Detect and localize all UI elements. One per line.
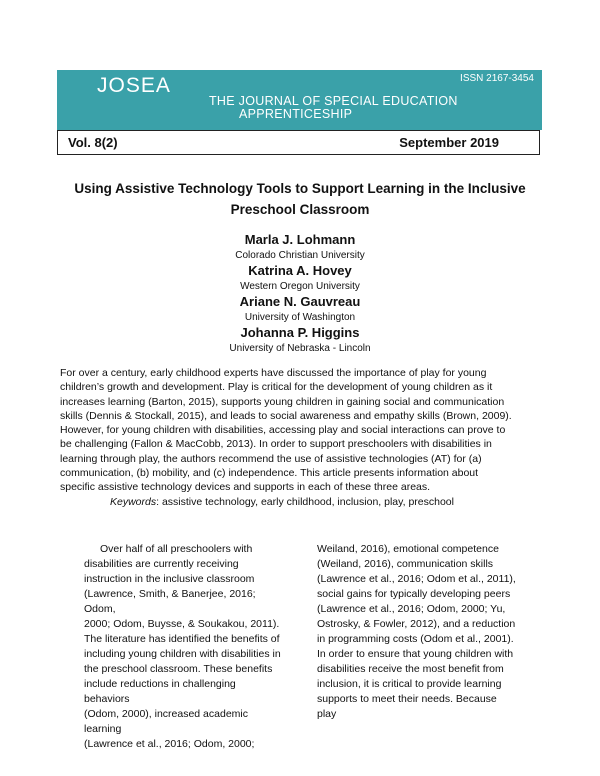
- body-line: include reductions in challenging behaviors: [84, 678, 236, 705]
- journal-full-title-line2: APPRENTICESHIP: [239, 107, 353, 121]
- keywords: [60, 495, 542, 509]
- body-line: (Lawrence et al., 2016; Odom, 2000;: [84, 738, 255, 750]
- body-line: (Weiland, 2016), communication skills: [317, 558, 494, 570]
- body-line: (Lawrence et al., 2016; Odom et al., 2011),: [317, 573, 516, 585]
- body-line: disabilities receive the most benefit from: [317, 663, 504, 675]
- body-line: in programming costs (Odom et al., 2001).: [317, 633, 514, 645]
- article-title: [60, 178, 540, 220]
- keywords-text: : assistive technology, early childhood, inclusion, play, preschool: [156, 495, 454, 508]
- author-affiliation: University of Nebraska - Lincoln: [229, 343, 371, 354]
- body-line: 2000; Odom, Buysse, & Soukakou, 2011).: [84, 618, 280, 630]
- body-line: (Odom, 2000), increased academic learning: [84, 708, 248, 735]
- abstract: [60, 366, 542, 509]
- author-name: Marla J. Lohmann: [244, 232, 356, 247]
- body-line: the preschool classroom. These benefits: [84, 663, 273, 675]
- abstract-line: communication, (b) mobility, and (c) independence. This article presents information about: [60, 467, 479, 480]
- journal-full-title-line1: THE JOURNAL OF SPECIAL EDUCATION: [209, 94, 458, 108]
- abstract-line: children’s growth and development. Play is critical for the development of young children as it: [60, 381, 493, 394]
- volume-bar: [57, 130, 540, 155]
- body-line: [84, 542, 284, 557]
- issue-date: September 2019: [399, 135, 499, 150]
- journal-short-title: JOSEA: [97, 74, 171, 97]
- author-affiliation: University of Washington: [244, 312, 356, 323]
- body-line: social gains for typically developing peers: [317, 588, 511, 600]
- body-line: supports to meet their needs. Because play: [317, 693, 497, 720]
- abstract-line: learning through play, the authors recommend the use of assistive technologies (AT) for (a): [60, 452, 482, 465]
- body-column-right: [317, 542, 517, 722]
- article-title-line1: Using Assistive Technology Tools to Support Learning in the Inclusive: [74, 181, 526, 196]
- journal-full-title: [209, 95, 458, 121]
- abstract-line: increases learning (Barton, 2015), supports young children in gaining social and communication: [60, 395, 505, 408]
- body-line: instruction in the inclusive classroom: [84, 573, 255, 585]
- issn: ISSN 2167-3454: [460, 73, 534, 84]
- body-line: (Lawrence, Smith, & Banerjee, 2016; Odom,: [84, 588, 256, 615]
- body-line-text: Over half of all preschoolers with: [100, 543, 253, 555]
- author-affiliation: Colorado Christian University: [235, 250, 365, 261]
- article-title-line2: Preschool Classroom: [230, 202, 370, 217]
- body-line: disabilities are currently receiving: [84, 558, 239, 570]
- keywords-label: Keywords: [110, 495, 157, 508]
- body-line: Weiland, 2016), emotional competence: [317, 543, 499, 555]
- author-name: Johanna P. Higgins: [240, 325, 360, 340]
- abstract-line: be challenging (Fallon & MacCobb, 2013). In order to support preschoolers with disabilities in: [60, 438, 492, 451]
- body-line: (Lawrence et al., 2016; Odom, 2000; Yu,: [317, 603, 506, 615]
- volume-number: Vol. 8(2): [68, 135, 118, 150]
- author-affiliation: Western Oregon University: [240, 281, 360, 292]
- abstract-line: skills (Dennis & Stockall, 2015), and leads to social awareness and empathy skills (Brown, 2009).: [60, 409, 512, 422]
- author-name: Katrina A. Hovey: [248, 263, 352, 278]
- author-list: [150, 232, 450, 356]
- body-line: Ostrosky, & Fowler, 2012), and a reduction: [317, 618, 516, 630]
- body-line: In order to ensure that young children with: [317, 648, 514, 660]
- abstract-line: For over a century, early childhood experts have discussed the importance of play for young: [60, 367, 487, 379]
- body-line: including young children with disabilities in: [84, 648, 281, 660]
- body-column-left: [84, 542, 284, 752]
- abstract-line: However, for young children with disabilities, accessing play and social interactions can prove to: [60, 424, 506, 437]
- body-line: The literature has identified the benefits of: [84, 633, 280, 645]
- author-name: Ariane N. Gauvreau: [239, 294, 361, 309]
- abstract-line: specific assistive technology devices and supports in each of these three areas.: [60, 481, 431, 494]
- body-line: inclusion, it is critical to provide learning: [317, 678, 502, 690]
- journal-banner: [57, 70, 542, 130]
